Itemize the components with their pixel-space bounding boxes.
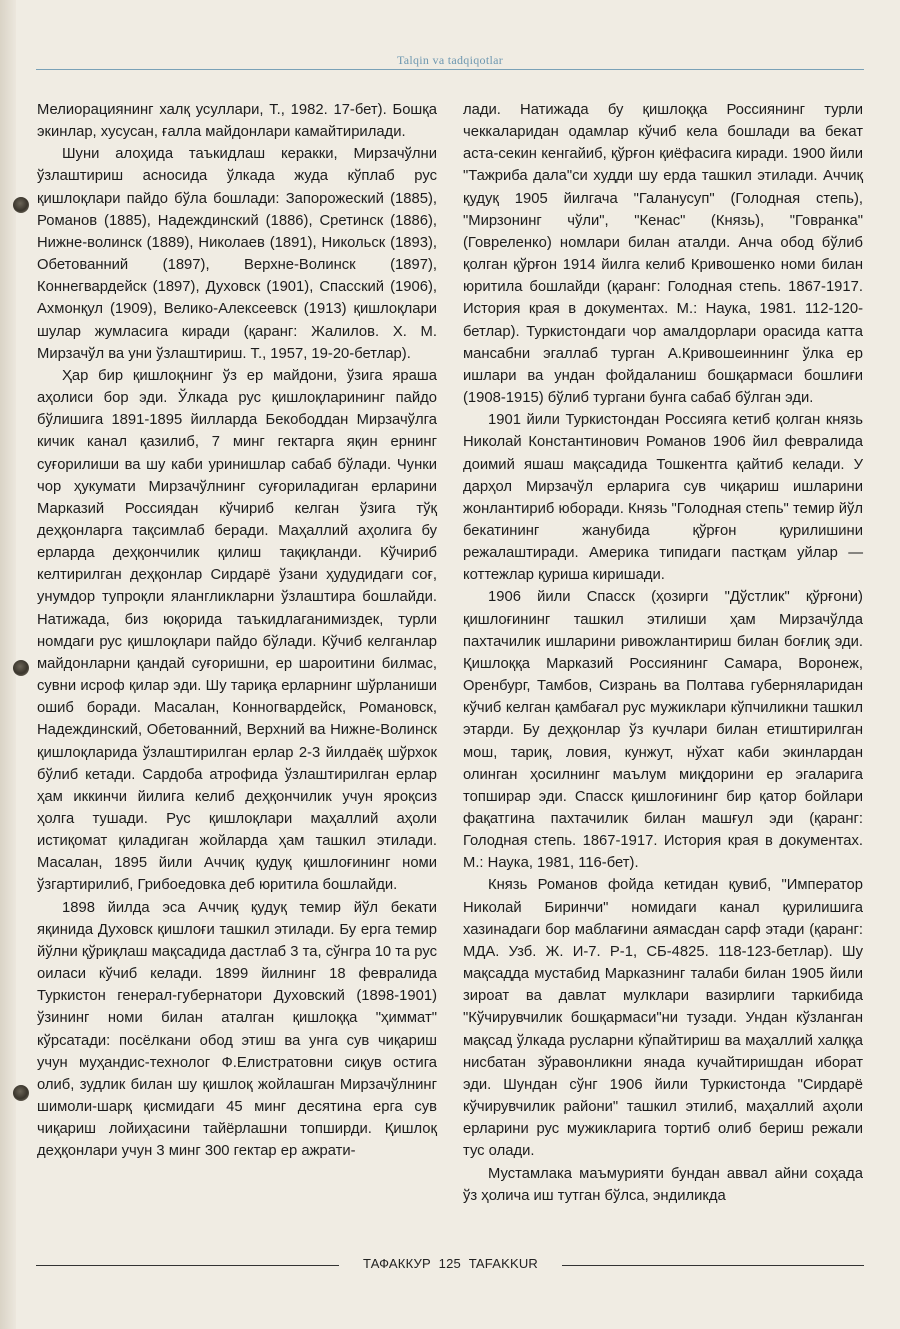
left-column (37, 99, 437, 1163)
punch-hole (13, 197, 29, 213)
paragraph: Мелиорациянинг халқ усуллари, Т., 1982. 17-бет). Бошқа экинлар, хусусан, ғалла майдонлари камайтирилади. (37, 102, 437, 141)
paragraph: Князь Романов фойда кетидан қувиб, "Император Николай Биринчи" номидаги канал қурилишига хазинадаги бор маблағини аямасдан сарф этади (қаранг: МДА. Узб. Ж. И-7. Р-1, СБ-4825. 118-123-бетлар). Шу мақсадда мустабид Марказнинг талаби билан 1905 йили зироат ва давлат мулклари вазирлиги таркибида "Кўчирувчилик бошқармаси"ни тузади. Ундан кўзланган мақсад ўлкада русларни кўпайтириш ва маҳаллий халққа нисбатан зўравонликни янада кучайтиришдан иборат эди. Шундан сўнг 1906 йили Туркистонда "Сирдарё кўчирувчилик райони" ташкил этилиб, маҳаллий аҳоли ерларини рус мужикларига тортиб олиб бериш режали тус олади. (463, 877, 863, 1160)
paragraph: 1898 йилда эса Аччиқ қудуқ темир йўл бекати яқинида Духовск қишлоғи ташкил этилади. Бу ерга темир йўлни қўриқлаш мақсадида дастлаб 3 та, сўнгра 10 та рус оиласи кўчиб келади. 1899 йилнинг 18 февралида Туркистон генерал-губернатори Духовский (1898-1901) ўзининг номи билан аталган қишлоққа "ҳиммат" кўрсатади: посёлкани обод этиш ва унга сув чиқариш учун муҳандис-технолог Ф.Елистратовни сиқув остига олиб, зудлик билан шу қишлоқ жойлашган Мирзачўлнинг шимоли-шарқ қисмидаги 45 минг десятина ерга сув чиқариш лойиҳасини тайёрлашни топширди. Қишлоқ деҳқонлари учун 3 минг 300 гектар ер ажрати- (37, 899, 437, 1160)
paragraph: 1901 йили Туркистондан Россияга кетиб қолган князь Николай Константинович Романов 1906 йил февралида доимий яшаш мақсадида Тошкентга қайтиб келади. У дарҳол Мирзачўл ерларига сув чиқариш ишларини жонлантириб юборади. Князь "Голодная степь" темир йўл бекатининг жанубида қўрғон қурилишини режалаштиради. Америка типидаги пастқам уйлар — коттежлар қуриша киришади. (463, 412, 863, 584)
footer-rule (36, 1265, 339, 1266)
page-number: 125 (438, 1256, 461, 1271)
punch-hole (13, 660, 29, 676)
header-rule (36, 69, 864, 70)
paragraph: лади. Натижада бу қишлоққа Россиянинг турли чеккаларидан одамлар кўчиб кела бошлади ва бекат аста-секин кенгайиб, қўрғон қиёфасига киради. 1900 йили "Тажриба дала"си худди шу ерда ташкил этилади. Аччиқ қудуқ 1905 йилгача "Галанусуп" (Голодная степь), "Мирзонинг чўли", "Кенас" (Князь), "Говранка" (Говреленко) номлари билан аталди. Анча обод бўлиб қолган қўрғон 1914 йилга келиб Кривошенко номи билан юритила бошлайди (қаранг: Голодная степь. 1867-1917. История края в документах. М.: Наука, 1981. 112-120-бетлар). Туркистондаги чор амалдорлари орасида катта мансабни эгаллаб турган А.Кривошеиннинг ўлка ер ишлари ва ундан фойдаланиш бошқармаси бошлиғи (1908-1915) бўлиб тургани бунга сабаб бўлган эди. (463, 102, 863, 407)
paragraph: Ҳар бир қишлоқнинг ўз ер майдони, ўзига яраша аҳолиси бор эди. Ўлкада рус қишлоқларининг пайдо бўлишига 1891-1895 йилларда Бекободдан Мирзачўлга кичик канал қазилиб, 7 минг гектарга яқин ернинг суғорилиши ва шу каби уринишлар сабаб бўлади. Чунки чор ҳукумати Мирзачўлнинг суғориладиган ерларини Марказий Россиядан кўчириб келган ўзига тўқ деҳқонларга тақсимлаб беради. Маҳаллий аҳолига бу ерларда деҳқончилик қилиш тақиқланди. Кўчириб келтирилган деҳқонлар Сирдарё ўзани ҳудудидаги соғ, унумдор тупроқли ялангликларни ўзлаштира бошлайди. Натижада, биз юқорида таъкидлаганимиздек, турли номдаги рус қишлоқлари пайдо бўлади. Кўчиб келганлар майдонларни қандай суғоришни, ер шароитини билмас, сувни исроф қилар эди. Шу тариқа ерларнинг шўрланиши ошиб боради. Масалан, Конногвардейск, Романовск, Надеждинский, Обетованний, Верхний ва Нижне-Волинск қишлоқларида ўзлаштирилган ерлар 2-3 йилдаёқ шўрхок бўлиб кетади. Сардоба атрофида ўзлаштирилган ерлар ҳам иккинчи йилига келиб деҳқончилик учун яроқсиз ҳолга тушади. Рус қишлоқлари маҳаллий аҳоли истиқомат қиладиган жойларда ҳам ташкил этилади. Масалан, 1895 йили Аччиқ қудуқ қишлоғининг номи ўзгартирилиб, Грибоедовка деб юритила бошлайди. (37, 367, 437, 894)
running-header: Talqin va tadqiqotlar (396, 53, 504, 67)
punch-hole (13, 1085, 29, 1101)
page-footer (0, 1254, 900, 1276)
footer-rule (562, 1265, 864, 1266)
footer-label (339, 1256, 562, 1271)
paragraph: Мустамлака маъмурияти бундан аввал айни соҳада ўз ҳолича иш тутган бўлса, эндиликда (463, 1165, 863, 1204)
footer-left-label: ТАФАККУР (362, 1256, 431, 1271)
right-column (463, 99, 863, 1207)
footer-right-label: TAFAKKUR (468, 1256, 539, 1271)
paragraph: 1906 йили Спасск (ҳозирги "Дўстлик" қўрғони) қишлоғининг ташкил этилиши ҳам Мирзачўлда пахтачилик ишларини ривожлантириш билан боғлиқ эди. Қишлоққа Марказий Россиянинг Самара, Воронеж, Оренбург, Тамбов, Сизрань ва Полтава губерняларидан кўчиб келган қамбағал рус мужиклари кўпчиликни ташкил этарди. Бу деҳқонлар ўз кучлари билан етиштирилган мош, тариқ, ловия, кунжут, нўхат каби экинлардан олинган ҳосилнинг маълум миқдорини ер эгаларига топширар эди. Спасск қишлоғининг бир қатор бойлари фақатгина пахтачилик билан машғул эди (қаранг: Голодная степь. 1867-1917. История края в документах. М.: Наука, 1981, 116-бет). (463, 589, 863, 872)
paragraph: Шуни алоҳида таъкидлаш керакки, Мирзачўлни ўзлаштириш асносида ўлкада жуда кўплаб рус қишлоқлари пайдо бўла бошлади: Запорожеский (1885), Романов (1885), Надеждинский (1886), Сретинск (1886), Нижне-волинск (1889), Николаев (1891), Никольск (1893), Обетованний (1897), Верхне-Волинск (1897), Коннегвардейск (1897), Духовск (1901), Спасский (1906), Ахмонқул (1909), Велико-Алексеевск (1913) қишлоқлари шулар жумласига киради (қаранг: Жалилов. Х. М. Мирзачўл ва уни ўзлаштириш. Т., 1957, 19-20-бетлар). (37, 146, 437, 362)
